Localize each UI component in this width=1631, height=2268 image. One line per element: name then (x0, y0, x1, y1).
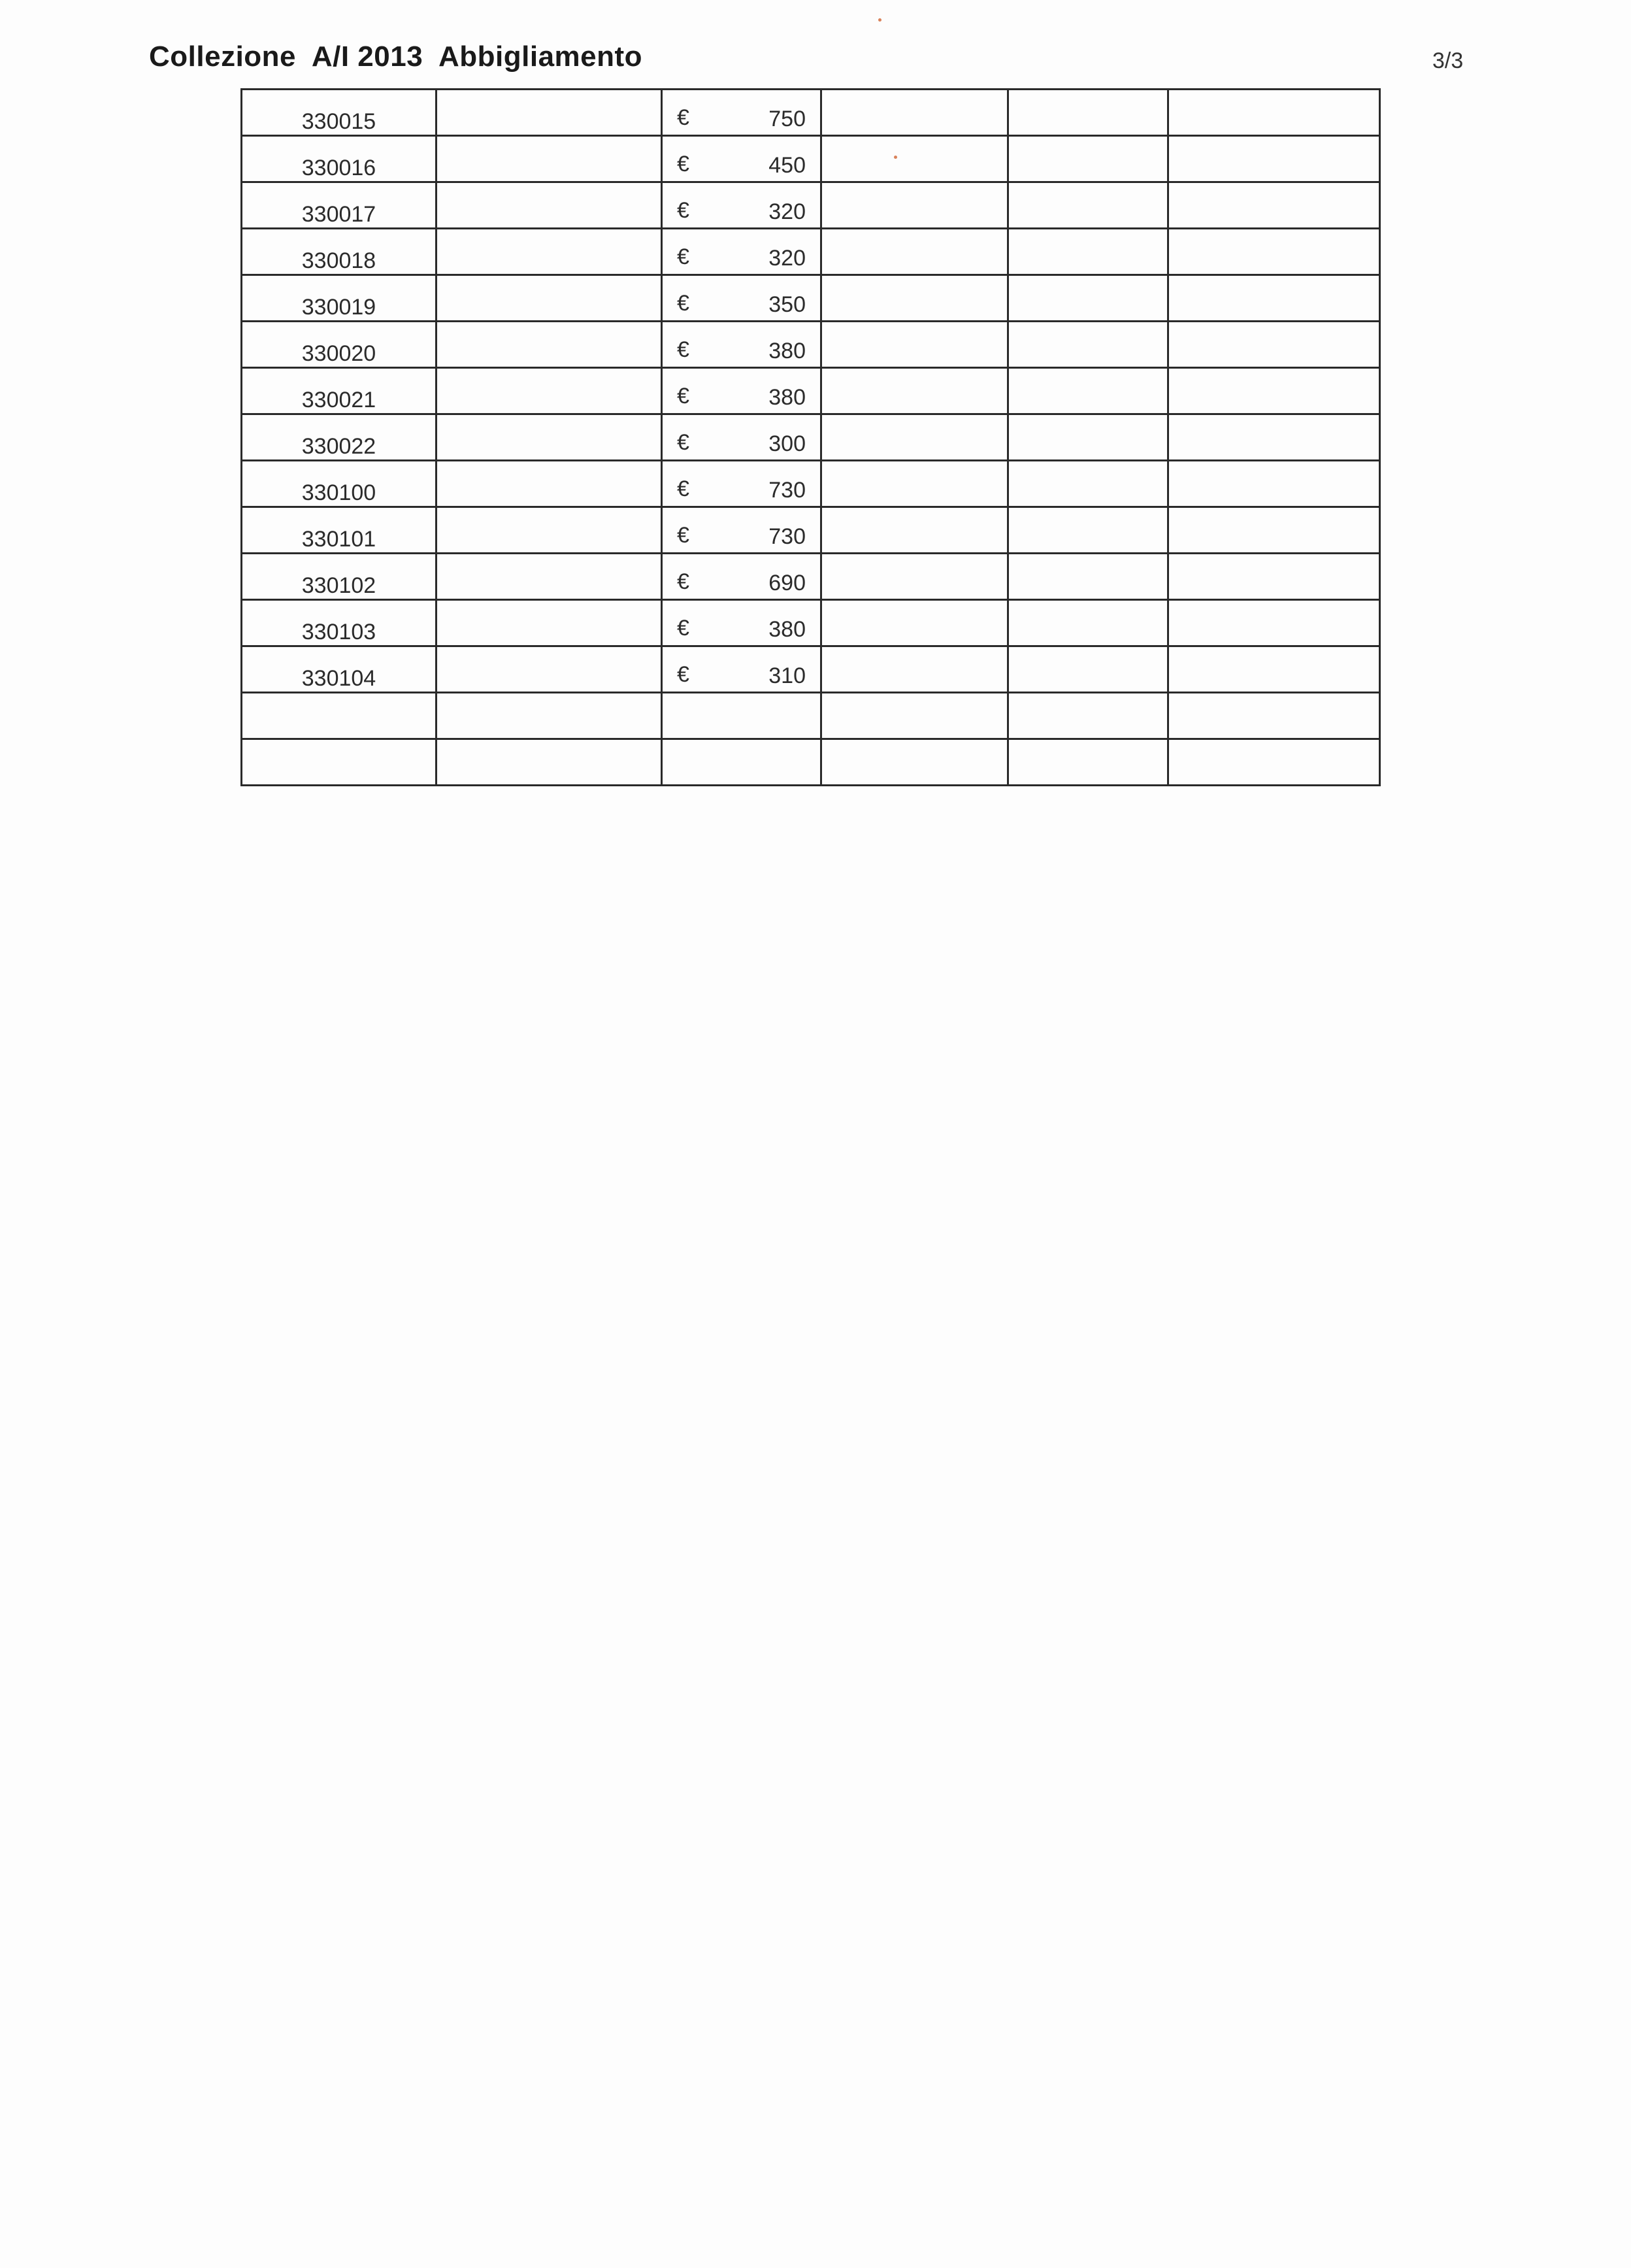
empty-cell (1168, 600, 1380, 646)
table-row (242, 507, 1380, 554)
article-code-cell: 330104 (242, 646, 437, 693)
empty-cell (821, 368, 1008, 414)
empty-cell (1168, 275, 1380, 322)
article-code-cell: 330103 (242, 600, 437, 646)
empty-cell (1008, 275, 1168, 322)
page-number: 3/3 (1432, 48, 1464, 73)
article-code-cell: 330019 (242, 275, 437, 322)
table-row (242, 275, 1380, 322)
empty-cell (1168, 368, 1380, 414)
euro-sign: € (677, 662, 689, 687)
euro-sign: € (677, 569, 689, 594)
price-cell (662, 646, 821, 693)
table-row (242, 182, 1380, 229)
price-cell (662, 693, 821, 739)
price-amount: 730 (768, 478, 806, 503)
description-cell (437, 600, 662, 646)
price-cell (662, 739, 821, 786)
table-row (242, 414, 1380, 461)
price-amount: 380 (768, 339, 806, 363)
empty-cell (821, 322, 1008, 368)
empty-cell (1168, 229, 1380, 275)
description-cell (437, 693, 662, 739)
empty-cell (1168, 554, 1380, 600)
empty-cell (1008, 600, 1168, 646)
empty-cell (1168, 322, 1380, 368)
description-cell (437, 739, 662, 786)
table-row (242, 368, 1380, 414)
empty-cell (1008, 229, 1168, 275)
empty-cell (1008, 414, 1168, 461)
empty-cell (1168, 90, 1380, 136)
empty-cell (1008, 136, 1168, 182)
price-amount: 320 (768, 246, 806, 271)
price-cell (662, 136, 821, 182)
price-cell (662, 368, 821, 414)
empty-cell (821, 136, 1008, 182)
article-code-cell: 330015 (242, 90, 437, 136)
article-code-cell: 330021 (242, 368, 437, 414)
price-amount: 450 (768, 153, 806, 178)
euro-sign: € (677, 291, 689, 316)
empty-cell (1168, 461, 1380, 507)
euro-sign: € (677, 337, 689, 362)
description-cell (437, 182, 662, 229)
price-amount: 320 (768, 199, 806, 224)
empty-cell (821, 507, 1008, 554)
euro-sign: € (677, 105, 689, 130)
empty-cell (1168, 414, 1380, 461)
scan-speck (878, 18, 881, 22)
euro-sign: € (677, 244, 689, 269)
description-cell (437, 646, 662, 693)
article-code-cell: 330022 (242, 414, 437, 461)
empty-cell (821, 182, 1008, 229)
description-cell (437, 461, 662, 507)
price-cell (662, 554, 821, 600)
table-row (242, 90, 1380, 136)
article-code-cell: 330100 (242, 461, 437, 507)
price-amount: 730 (768, 524, 806, 549)
empty-cell (1168, 693, 1380, 739)
price-cell (662, 229, 821, 275)
price-cell (662, 507, 821, 554)
empty-cell (1168, 182, 1380, 229)
price-cell (662, 275, 821, 322)
euro-sign: € (677, 476, 689, 501)
price-cell (662, 90, 821, 136)
empty-cell (1008, 507, 1168, 554)
price-cell (662, 322, 821, 368)
empty-cell (1008, 182, 1168, 229)
empty-cell (1168, 739, 1380, 786)
empty-cell (821, 414, 1008, 461)
empty-cell (1008, 368, 1168, 414)
table-row (242, 600, 1380, 646)
empty-cell (821, 275, 1008, 322)
description-cell (437, 229, 662, 275)
empty-cell (1168, 507, 1380, 554)
empty-cell (1168, 646, 1380, 693)
description-cell (437, 368, 662, 414)
price-cell (662, 414, 821, 461)
empty-cell (1008, 693, 1168, 739)
empty-cell (1008, 90, 1168, 136)
description-cell (437, 275, 662, 322)
empty-cell (821, 600, 1008, 646)
article-code-cell: 330018 (242, 229, 437, 275)
price-table (240, 88, 1381, 786)
empty-cell (1008, 461, 1168, 507)
document-title: Collezione A/I 2013 Abbigliamento (149, 41, 643, 73)
description-cell (437, 554, 662, 600)
price-amount: 380 (768, 385, 806, 410)
description-cell (437, 136, 662, 182)
table-row (242, 229, 1380, 275)
euro-sign: € (677, 523, 689, 548)
price-cell (662, 182, 821, 229)
empty-cell (821, 646, 1008, 693)
table-row (242, 693, 1380, 739)
empty-cell (821, 229, 1008, 275)
price-amount: 350 (768, 292, 806, 317)
article-code-cell: 330016 (242, 136, 437, 182)
empty-cell (1168, 136, 1380, 182)
article-code-cell: 330102 (242, 554, 437, 600)
table-row (242, 461, 1380, 507)
empty-cell (821, 693, 1008, 739)
table-row (242, 646, 1380, 693)
empty-cell (1008, 646, 1168, 693)
description-cell (437, 507, 662, 554)
empty-cell (1008, 322, 1168, 368)
price-amount: 690 (768, 571, 806, 595)
euro-sign: € (677, 616, 689, 641)
price-table-body (242, 90, 1380, 786)
empty-cell (1008, 739, 1168, 786)
empty-cell (821, 461, 1008, 507)
article-code-cell (242, 693, 437, 739)
description-cell (437, 322, 662, 368)
price-amount: 380 (768, 617, 806, 642)
description-cell (437, 414, 662, 461)
table-row (242, 554, 1380, 600)
price-cell (662, 600, 821, 646)
empty-cell (821, 90, 1008, 136)
euro-sign: € (677, 152, 689, 176)
price-amount: 300 (768, 431, 806, 456)
price-cell (662, 461, 821, 507)
article-code-cell: 330101 (242, 507, 437, 554)
article-code-cell: 330020 (242, 322, 437, 368)
article-code-cell (242, 739, 437, 786)
euro-sign: € (677, 430, 689, 455)
article-code-cell: 330017 (242, 182, 437, 229)
table-row (242, 739, 1380, 786)
euro-sign: € (677, 198, 689, 223)
empty-cell (1008, 554, 1168, 600)
empty-cell (821, 554, 1008, 600)
empty-cell (821, 739, 1008, 786)
price-amount: 750 (768, 107, 806, 131)
table-row (242, 136, 1380, 182)
table-row (242, 322, 1380, 368)
euro-sign: € (677, 384, 689, 409)
description-cell (437, 90, 662, 136)
price-amount: 310 (768, 663, 806, 688)
